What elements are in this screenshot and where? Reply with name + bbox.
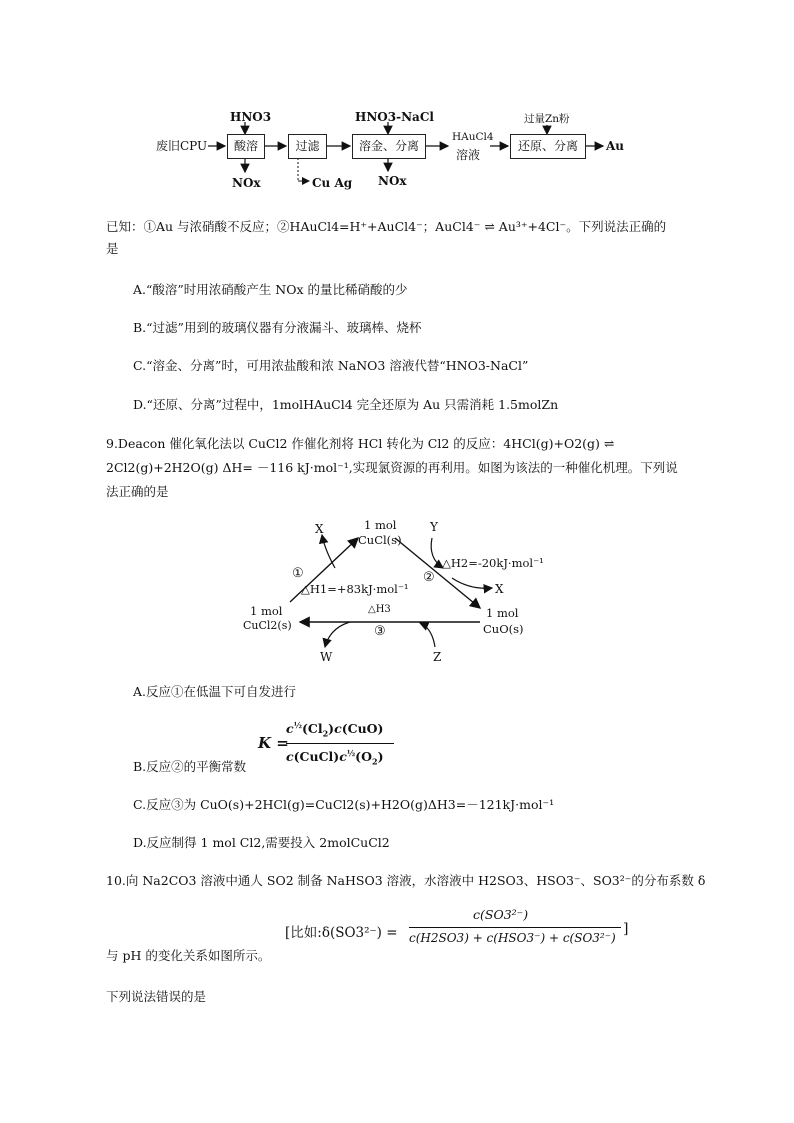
cycle-step-2: ②	[423, 570, 435, 585]
cycle-label-z: Z	[433, 650, 442, 664]
flow-start: 废旧CPU	[156, 139, 208, 153]
cycle-dh1: △H1=+83kJ·mol⁻¹	[301, 582, 409, 596]
formula-prefix: [比如:δ(SO3²⁻) =	[285, 925, 398, 941]
cycle-step-3: ③	[374, 624, 386, 639]
equilibrium-constant-formula: K = $c^{\frac{1}{2}}(Cl_2)c(CuO)$ $c(CuCl)c^{\frac{1}{2}}(O_2)$	[258, 718, 398, 772]
cycle-label-x-right: X	[495, 582, 504, 596]
q10-stem-line1: 10.向 Na2CO3 溶液中通人 SO2 制备 NaHSO3 溶液，水溶液中 H2SO3、HSO3⁻、SO3²⁻的分布系数 δ	[106, 873, 706, 888]
flow-step-filter: 过滤	[288, 134, 327, 159]
q9-stem-line3: 法正确的是	[106, 484, 169, 499]
q9-option-c: C.反应③为 CuO(s)+2HCl(g)=CuCl2(s)+H2O(g)ΔH3=－121kJ·mol⁻¹	[133, 797, 555, 812]
q10-stem-line2: 与 pH 的变化关系如图所示。	[106, 948, 271, 963]
flow-input-3: HNO3-NaCl	[355, 110, 434, 124]
flow-step-acid-dissolve: 酸溶	[227, 134, 265, 159]
cycle-label-w: W	[320, 650, 333, 664]
flow-end-product: Au	[606, 139, 625, 153]
cycle-left-amount: 1 mol	[250, 604, 283, 618]
distribution-coefficient-formula: [比如:δ(SO3²⁻) = c(SO3²⁻) c(H2SO3) + c(HSO3⁻) + c(SO3²⁻) ]	[285, 907, 629, 945]
q8-option-b: B.“过滤”用到的玻璃仪器有分液漏斗、玻璃棒、烧杯	[133, 320, 422, 335]
q8-option-d: D.“还原、分离”过程中，1molHAuCl4 完全还原为 Au 只需消耗 1.5molZn	[133, 397, 559, 412]
flow-step-dissolve-gold: 溶金、分离	[352, 134, 426, 159]
cycle-label-x-left: X	[315, 522, 324, 536]
q8-option-c: C.“溶金、分离”时，可用浓盐酸和浓 NaNO3 溶液代替“HNO3-NaCl”	[133, 358, 529, 373]
q9-stem-line2: 2Cl2(g)+2H2O(g) ΔH= －116 kJ·mol⁻¹,实现氯资源的再利用。如图为该法的一种催化机理。下列说	[106, 460, 678, 475]
formula-denominator: c(H2SO3) + c(HSO3⁻) + c(SO3²⁻)	[409, 931, 616, 945]
flow-input-1: HNO3	[230, 110, 272, 124]
cycle-dh3: △H3	[368, 604, 391, 615]
cycle-step-1: ①	[292, 566, 304, 581]
flow-output-3: NOx	[378, 174, 407, 188]
q8-known-cont: 是	[106, 241, 119, 256]
formula-numerator: c(SO3²⁻)	[473, 907, 529, 922]
q8-known: 已知：①Au 与浓硝酸不反应；②HAuCl4=H⁺+AuCl4⁻；AuCl4⁻ ⇌ Au³⁺+4Cl⁻。下列说法正确的	[106, 219, 667, 234]
flow-intermediate-name: HAuCl4	[452, 131, 494, 143]
cycle-dh2: △H2=-20kJ·mol⁻¹	[442, 556, 544, 570]
cycle-top-amount: 1 mol	[364, 518, 397, 532]
q9-stem-line1: 9.Deacon 催化氧化法以 CuCl2 作催化剂将 HCl 转化为 Cl2 的反应：4HCl(g)+O2(g) ⇌	[106, 436, 615, 451]
flow-input-4: 过量Zn粉	[524, 113, 570, 125]
flow-step-reduce: 还原、分离	[510, 134, 586, 159]
q8-option-a: A.“酸溶”时用浓硝酸产生 NOx 的量比稀硝酸的少	[133, 282, 408, 297]
cycle-right-amount: 1 mol	[486, 606, 519, 620]
q9-option-a: A.反应①在低温下可自发进行	[133, 684, 297, 699]
flow-output-filter: Cu Ag	[312, 176, 353, 190]
cycle-top-species: CuCl(s)	[358, 533, 402, 547]
q9-option-d: D.反应制得 1 mol Cl2,需要投入 2molCuCl2	[133, 835, 390, 850]
cycle-left-species: CuCl2(s)	[243, 619, 292, 632]
cycle-right-species: CuO(s)	[483, 622, 524, 636]
q9-option-b: B.反应②的平衡常数	[133, 759, 247, 774]
cycle-label-y: Y	[430, 520, 438, 534]
flow-intermediate-state: 溶液	[456, 148, 481, 162]
q10-stem-line3: 下列说法错误的是	[106, 989, 207, 1004]
flow-output-1: NOx	[232, 176, 261, 190]
